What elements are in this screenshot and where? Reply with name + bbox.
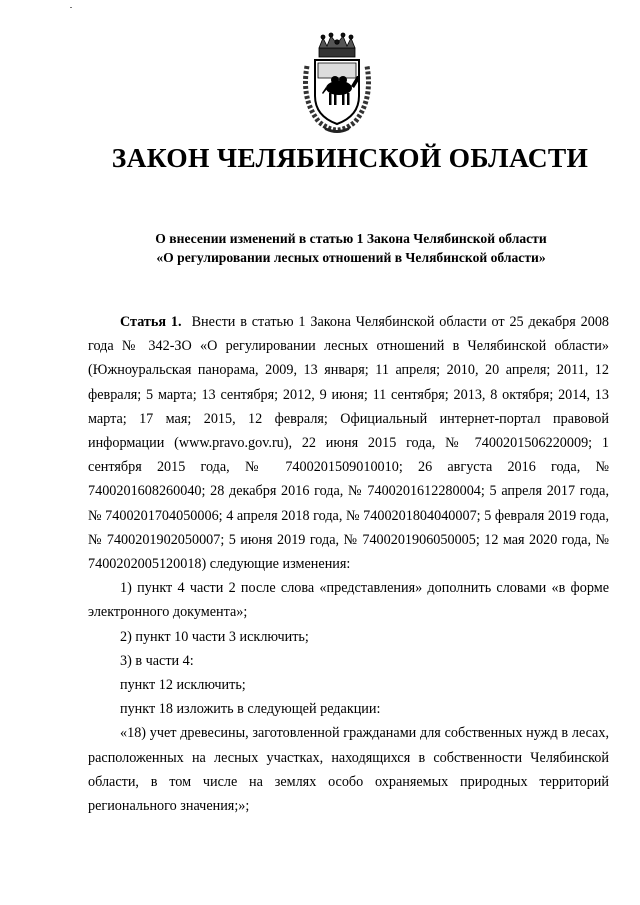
document-subtitle	[0, 229, 640, 267]
document-title: ЗАКОН ЧЕЛЯБИНСКОЙ ОБЛАСТИ	[111, 142, 589, 173]
chelyabinsk-coat-of-arms-icon	[297, 30, 377, 134]
amendment-item-3-sub-1: пункт 12 исключить;	[120, 677, 246, 694]
subtitle-line-1: О внесении изменений в статью 1 Закона Челябинской области	[155, 231, 547, 246]
amendment-item-3-sub-2-text: «18) учет древесины, заготовленной гражданами для собственных нужд в лесах, расположенных на лесных участках, находящихся в собственности Челябинской области, в том числе на землях особо охраняемых природных территорий регионального значения;»;	[88, 725, 609, 815]
document-body	[88, 310, 609, 818]
amendment-item-3: 3) в части 4:	[120, 652, 194, 669]
article-paragraph	[88, 310, 609, 576]
amendment-item-2: 2) пункт 10 части 3 исключить;	[120, 628, 309, 645]
article-intro: Внести в статью 1 Закона Челябинской области от 25 декабря 2008 года № 342-ЗО «О регулировании лесных отношений в Челябинской области» (Южноуральская панорама, 2009, 13 января; 11 апреля; 2010, 20 апреля; 2011, 12 февраля; 5 марта; 13 сентября; 2012, 9 июня; 11 сентября; 2013, 8 октября; 2014, 13 марта; 17 мая; 2015, 12 февраля; Официальный интернет-портал правовой информации (www.pravo.gov.ru), 22 июня 2015 года, № 7400201506220009; 1 сентября 2015 года, № 7400201509010010; 26 августа 2016 года, № 7400201608260040; 28 декабря 2016 года, № 7400201612280004; 5 апреля 2017 года, № 7400201704050006; 4 апреля 2018 года, № 7400201804040007; 5 февраля 2019 года, № 7400201902050007; 5 июня 2019 года, № 7400201906050005; 12 мая 2020 года, № 7400202005120018) следующие изменения:	[88, 314, 610, 573]
amendment-item-1: 1) пункт 4 части 2 после слова «представления» дополнить словами «в форме электронного документа»;	[88, 580, 609, 621]
amendment-item-3-sub-2: пункт 18 изложить в следующей редакции:	[120, 701, 381, 718]
scan-mark	[70, 7, 72, 8]
article-label: Статья 1.	[120, 314, 182, 330]
subtitle-line-2: «О регулировании лесных отношений в Челябинской области»	[156, 250, 546, 265]
